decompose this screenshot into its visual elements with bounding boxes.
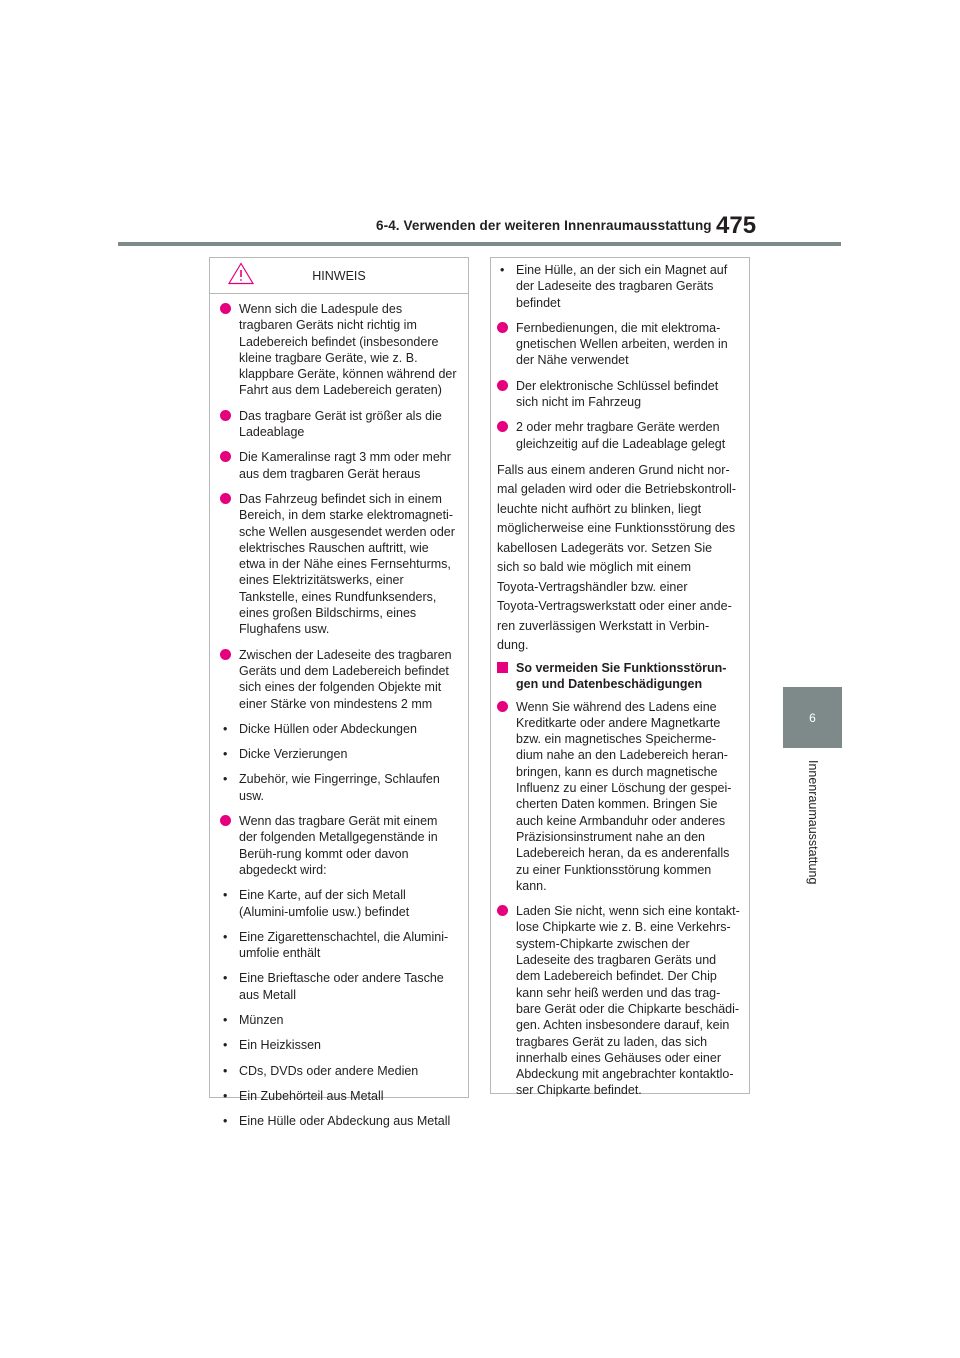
chapter-number: 6 — [809, 710, 816, 725]
hinweis-box-continued — [490, 257, 750, 1098]
item-text: Wenn Sie während des Ladens eine Kreditkarte oder andere Magnetkarte bzw. ein magnetisches Speicherme-dium nahe an den Ladebereich heran-bringen, kann es durch magnetische Influenz zu einer Löschung der gespei-cherten Daten kommen. Bringen Sie auch keine Armbanduhr oder anderes Präzisionsinstrument nahe an den Ladebereich heran, da es anderenfalls zu einer Funktionsstörung kommen kann. — [516, 699, 732, 893]
sub-item: • Eine Zigarettenschachtel, die Alumini-umfolie enthält — [223, 929, 449, 961]
bullet-icon — [220, 451, 231, 462]
chapter-label: Innenraumausstattung — [806, 760, 820, 885]
item-text: Eine Zigarettenschachtel, die Alumini-umfolie enthält — [239, 929, 449, 961]
item-text: Laden Sie nicht, wenn sich eine kontakt-lose Chipkarte wie z. B. eine Verkehrs-system-Chipkarte zwischen der Ladeseite des tragbaren Geräts und dem Ladebereich befindet. Der Chip kann sehr heiß werden und das trag-bare Gerät oder die Chipkarte beschädi-gen. Achten insbesondere darauf, kein tragbares Gerät zu laden, das sich innerhalb eines Gehäuses oder einer Abdeckung mit angebrachter kontaktlo-ser Chipkarte befindet. — [516, 904, 740, 1098]
paragraph-line: kabellosen Ladegeräts vor. Setzen Sie — [497, 540, 713, 555]
sub-item: • Eine Karte, auf der sich Metall (Alumini-umfolie usw.) befindet — [223, 888, 410, 919]
item-text: Eine Hülle oder Abdeckung aus Metall — [239, 1114, 451, 1129]
hinweis-title: HINWEIS — [312, 268, 366, 283]
bullet-icon — [497, 322, 508, 333]
item-text: Eine Hülle, an der sich ein Magnet auf der Ladeseite des tragbaren Geräts befindet — [516, 263, 728, 310]
list-item — [497, 903, 743, 1099]
list-item — [497, 699, 743, 895]
paragraph — [497, 461, 743, 656]
list-item — [220, 647, 458, 712]
hinweis-box — [209, 257, 469, 1129]
sub-item: • Eine Brieftasche oder andere Tasche aus Metall — [223, 971, 444, 1002]
item-text: Die Kameralinse ragt 3 mm oder mehr aus dem tragbaren Gerät heraus — [239, 450, 451, 481]
header-rule — [118, 242, 841, 246]
sub-item: • Dicke Hüllen oder Abdeckungen — [223, 721, 417, 736]
item-text: Ein Heizkissen — [239, 1038, 321, 1053]
sub-item: • CDs, DVDs oder andere Medien — [223, 1063, 419, 1078]
chapter-tab — [783, 687, 842, 748]
section-title: 6-4. Verwenden der weiteren Innenraumausstattung — [376, 218, 712, 233]
bullet-icon — [497, 421, 508, 432]
bullet-icon — [220, 303, 231, 314]
hinweis-header — [220, 264, 458, 288]
section-heading — [497, 660, 743, 693]
paragraph-line: Falls aus einem anderen Grund nicht nor- — [497, 462, 730, 477]
paragraph-line: ren zuverlässigen Werkstatt in Verbin- — [497, 618, 710, 633]
square-bullet-icon — [497, 662, 508, 673]
sub-item: • Ein Heizkissen — [223, 1038, 321, 1053]
bullet-icon — [220, 815, 231, 826]
list-item — [220, 491, 458, 638]
bullet-icon — [220, 493, 231, 504]
bullet-icon — [497, 905, 508, 916]
warning-triangle-icon — [228, 262, 254, 285]
item-text: Wenn sich die Ladespule des tragbaren Geräts nicht richtig im Ladebereich befindet (insbesondere kleine tragbare Geräte, wie z. B. klappbare Geräte, können während der Fahrt aus dem Ladebereich geraten) — [239, 302, 457, 398]
paragraph-line: möglicherweise eine Funktionsstörung des — [497, 521, 736, 536]
item-text: CDs, DVDs oder andere Medien — [239, 1063, 419, 1078]
item-text: Das Fahrzeug befindet sich in einem Bereich, in dem starke elektromagneti-sche Wellen ausgesendet werden oder elektrisches Rauschen auftritt, wie etwa in der Nähe eines Fernsehturms, eines Elektrizitätswerks, einer Tankstelle, eines Rundfunksenders, eines großen Bildschirms, eines Flughafens usw. — [239, 491, 455, 637]
list-item — [220, 813, 458, 878]
sub-item: • Dicke Verzierungen — [223, 747, 348, 762]
list-item — [497, 419, 743, 452]
item-text: Zwischen der Ladeseite des tragbaren Geräts und dem Ladebereich befindet sich eines der folgenden Objekte mit einer Stärke von mindestens 2 mm — [239, 647, 452, 711]
item-text: Dicke Hüllen oder Abdeckungen — [239, 721, 417, 736]
paragraph-line: mal geladen wird oder die Betriebskontroll- — [497, 482, 737, 497]
list-item — [220, 408, 458, 441]
paragraph-line: dung. — [497, 638, 529, 653]
list-item — [220, 301, 458, 399]
paragraph-line: sich so bald wie möglich mit einem — [497, 560, 692, 575]
item-text: Ein Zubehörteil aus Metall — [239, 1088, 384, 1103]
item-text: Der elektronische Schlüssel befindet sich nicht im Fahrzeug — [516, 378, 719, 410]
item-text: Zubehör, wie Fingerringe, Schlaufen usw. — [239, 772, 440, 803]
bullet-icon — [497, 380, 508, 391]
sub-item: • Ein Zubehörteil aus Metall — [223, 1088, 384, 1103]
paragraph-line: Toyota-Vertragswerkstatt oder einer ande- — [497, 599, 732, 614]
bullet-icon — [497, 701, 508, 712]
item-text: Münzen — [239, 1012, 284, 1027]
bullet-icon — [220, 410, 231, 421]
paragraph-line: Toyota-Vertragshändler bzw. einer — [497, 579, 688, 594]
page-number: 475 — [716, 212, 757, 239]
sub-item: • Münzen — [223, 1012, 284, 1027]
item-text: Wenn das tragbare Gerät mit einem der folgenden Metallgegenstände in Berüh-rung kommt oder davon abgedeckt wird: — [239, 814, 438, 877]
paragraph-line: leuchte nicht aufhört zu blinken, liegt — [497, 501, 702, 516]
hinweis-divider — [210, 293, 468, 294]
sub-item: • Eine Hülle, an der sich ein Magnet auf der Ladeseite des tragbaren Geräts befindet — [500, 263, 728, 310]
list-item — [497, 378, 743, 411]
item-text: 2 oder mehr tragbare Geräte werden gleichzeitig auf die Ladeablage gelegt — [516, 420, 726, 451]
item-text: Das tragbare Gerät ist größer als die Ladeablage — [239, 408, 442, 440]
item-text: Eine Brieftasche oder andere Tasche aus Metall — [239, 971, 444, 1002]
sub-item: • Eine Hülle oder Abdeckung aus Metall — [223, 1114, 451, 1129]
item-text: Fernbedienungen, die mit elektroma-gnetischen Wellen arbeiten, werden in der Nähe verwendet — [516, 320, 728, 368]
heading-text: So vermeiden Sie Funktionsstörun-gen und Datenbeschädigungen — [516, 660, 727, 692]
item-text: Dicke Verzierungen — [239, 747, 348, 762]
bullet-icon — [220, 649, 231, 660]
sub-item: • Zubehör, wie Fingerringe, Schlaufen usw. — [223, 772, 440, 803]
list-item — [220, 449, 458, 482]
item-text: Eine Karte, auf der sich Metall (Alumini-umfolie usw.) befindet — [239, 888, 410, 919]
list-item — [497, 320, 743, 369]
